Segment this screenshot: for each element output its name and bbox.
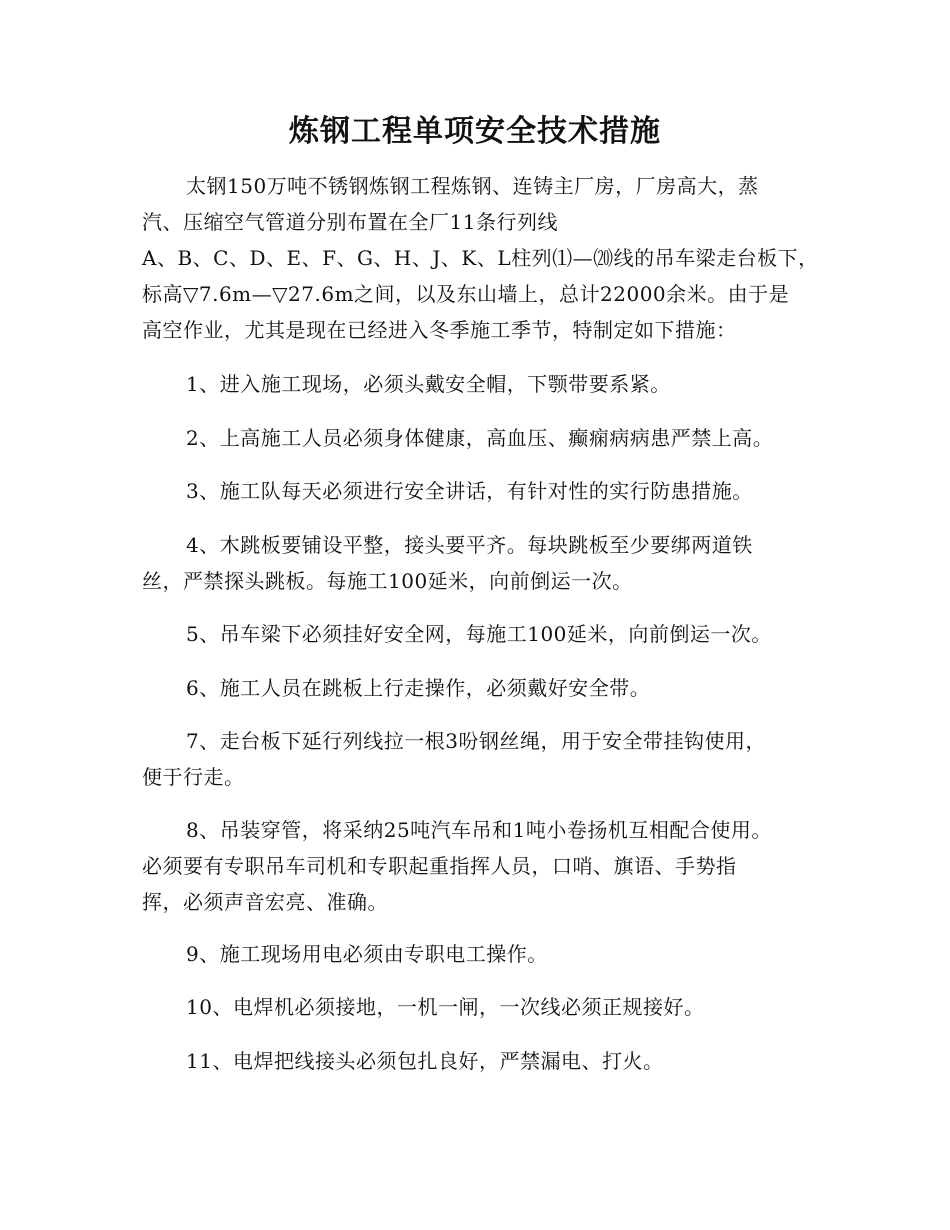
text-line: 9、施工现场用电必须由专职电工操作。 [186, 942, 548, 966]
list-item-1 [142, 366, 812, 402]
text-line: 太钢150万吨不锈钢炼钢工程炼钢、连铸主厂房，厂房高大，蒸 [186, 174, 759, 198]
text-line: 高空作业，尤其是现在已经进入冬季施工季节，特制定如下措施： [142, 318, 737, 342]
text-line: 挥，必须声音宏亮、准确。 [142, 890, 388, 914]
text-line: 4、木跳板要铺设平整，接头要平齐。每块跳板至少要绑两道铁 [186, 533, 753, 557]
text-line: 8、吊装穿管，将采纳25吨汽车吊和1吨小卷扬机互相配合使用。 [186, 818, 772, 842]
text-line: 标高▽7.6m—▽27.6m之间，以及东山墙上，总计22000余米。由于是 [142, 282, 790, 306]
list-item-9 [142, 936, 812, 972]
list-item-7 [142, 723, 812, 795]
text-line: 便于行走。 [142, 765, 245, 789]
list-item-10 [142, 989, 812, 1025]
list-item-8 [142, 812, 812, 920]
list-item-3 [142, 473, 812, 509]
list-item-4 [142, 527, 812, 599]
intro-paragraph [142, 168, 819, 348]
text-line: 丝，严禁探头跳板。每施工100延米，向前倒运一次。 [142, 569, 633, 593]
text-line: 3、施工队每天必须进行安全讲话，有针对性的实行防患措施。 [186, 479, 753, 503]
text-line: 必须要有专职吊车司机和专职起重指挥人员，口哨、旗语、手势指 [142, 854, 737, 878]
text-line: 11、电焊把线接头必须包扎良好，严禁漏电、打火。 [186, 1049, 664, 1073]
list-item-5 [142, 616, 812, 652]
text-line: 6、施工人员在跳板上行走操作，必须戴好安全带。 [186, 676, 651, 700]
text-line: A、B、C、D、E、F、G、H、J、K、L柱列⑴—⒇线的吊车梁走台板下， [142, 246, 819, 270]
list-item-6 [142, 670, 812, 706]
text-line: 1、进入施工现场，必须头戴安全帽，下颚带要系紧。 [186, 372, 671, 396]
document-title: 炼钢工程单项安全技术措施 [289, 114, 661, 149]
text-line: 2、上高施工人员必须身体健康，高血压、癫痫病病患严禁上高。 [186, 426, 774, 450]
list-item-11 [142, 1043, 812, 1079]
text-line: 10、电焊机必须接地，一机一闸，一次线必须正规接好。 [186, 995, 705, 1019]
text-line: 7、走台板下延行列线拉一根3吩钢丝绳，用于安全带挂钩使用， [186, 729, 766, 753]
text-line: 汽、压缩空气管道分别布置在全厂11条行列线 [142, 210, 558, 234]
list-item-2 [142, 420, 812, 456]
text-line: 5、吊车梁下必须挂好安全网，每施工100延米，向前倒运一次。 [186, 622, 772, 646]
